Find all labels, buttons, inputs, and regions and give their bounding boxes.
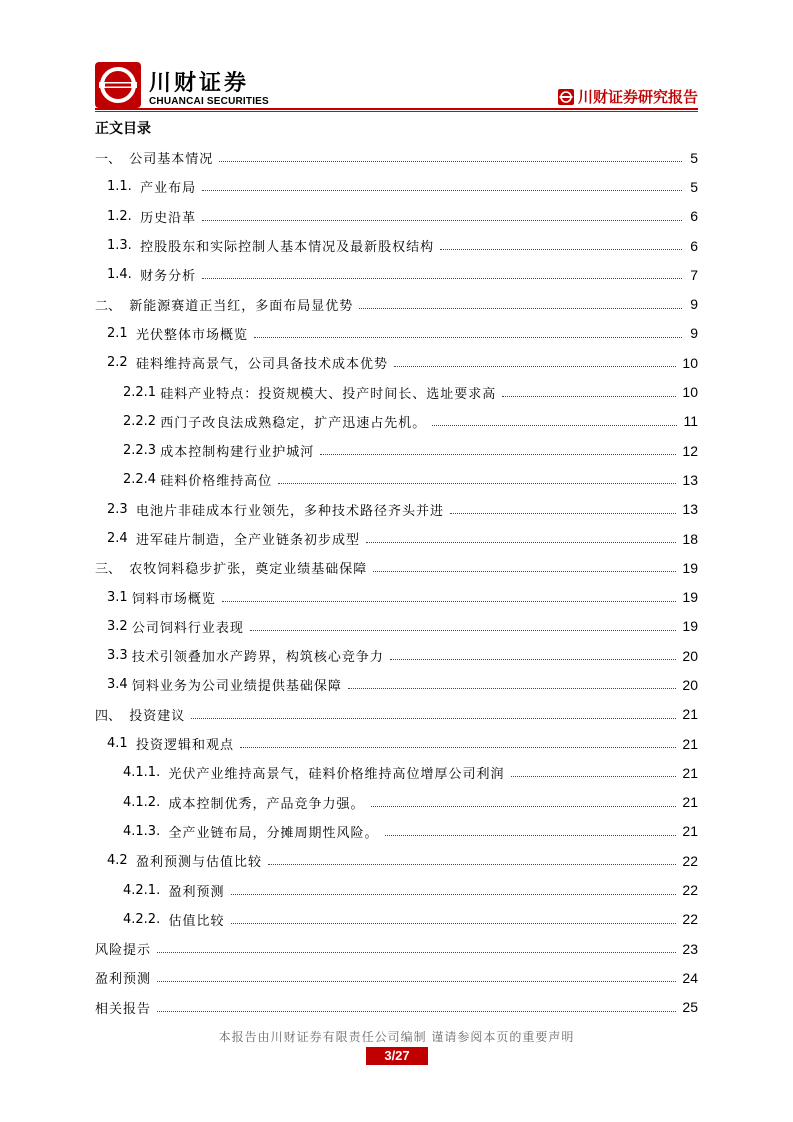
table-of-contents [95,143,698,1022]
toc-entry-page: 21 [682,794,698,811]
toc-leader-dots [450,513,676,514]
toc-leader-dots [157,952,676,953]
toc-leader-dots [502,396,676,397]
toc-entry-number: 3.3 [107,648,132,664]
toc-entry[interactable] [95,905,698,934]
toc-entry-label: 控股股东和实际控制人基本情况及最新股权结构 [140,240,435,256]
toc-leader-dots [157,981,676,982]
toc-entry-number: 2.4 [107,531,136,546]
toc-leader-dots [202,278,682,279]
toc-entry-number: 1.2. [107,208,141,224]
toc-entry-page: 21 [682,706,698,723]
toc-leader-dots [348,688,677,689]
toc-entry[interactable] [95,817,698,846]
toc-entry[interactable] [95,875,698,904]
toc-entry[interactable] [95,846,698,875]
toc-entry-label: 盈利预测 [95,972,152,988]
toc-entry-page: 10 [682,384,698,401]
toc-entry-page: 23 [682,940,698,957]
toc-entry[interactable] [95,377,698,406]
footer-disclaimer: 本报告由川财证券有限责任公司编制 谨请参阅本页的重要声明 [218,1030,575,1044]
toc-entry-label: 相关报告 [95,1001,152,1017]
toc-leader-dots [202,220,682,221]
toc-entry-label: 农牧饲料稳步扩张，奠定业绩基础保障 [129,562,368,578]
toc-entry-label: 新能源赛道正当红，多面布局显优势 [129,298,354,314]
toc-leader-dots [254,337,682,338]
toc-leader-dots [222,601,677,602]
toc-entry-page: 12 [682,442,698,459]
toc-leader-dots [157,1011,676,1012]
toc-entry-page: 13 [682,501,698,518]
toc-entry-number: 4.1.1. [123,765,169,781]
toc-entry-page: 19 [682,618,698,635]
toc-entry-page: 19 [682,559,698,576]
toc-entry-page: 19 [682,589,698,606]
chuancai-logo-icon [95,62,141,108]
toc-leader-dots [373,571,676,572]
toc-entry-label: 光伏产业维持高景气，硅料价格维持高位增厚公司利润 [168,767,505,783]
toc-entry-page: 7 [690,266,698,283]
report-brand-label: 川财证券研究报告 [577,88,698,106]
toc-entry-number: 2.2.1 [123,384,161,400]
toc-entry[interactable] [95,612,698,641]
brand-mini-logo-icon [558,89,574,105]
toc-entry[interactable] [95,143,698,172]
toc-entry-label: 投资建议 [129,708,186,724]
toc-entry-number: 4.2 [107,853,136,869]
toc-entry-page: 9 [690,325,698,342]
toc-entry-page: 5 [690,149,698,166]
toc-entry[interactable] [95,495,698,524]
toc-entry-label: 财务分析 [140,269,197,285]
toc-leader-dots [366,542,676,543]
toc-entry-label: 硅料维持高景气，公司具备技术成本优势 [135,357,388,373]
toc-entry-page: 6 [690,208,698,225]
toc-entry[interactable] [95,319,698,348]
toc-entry-number: 1.4. [107,267,141,283]
toc-entry-number: 1.1. [107,179,141,195]
toc-leader-dots [390,659,677,660]
toc-leader-dots [219,161,682,162]
toc-leader-dots [511,776,677,777]
toc-entry-page: 11 [683,413,698,430]
toc-entry-label: 风险提示 [95,943,152,959]
toc-entry-number: 2.2 [107,355,136,371]
toc-entry-number: 2.2.2 [123,413,161,429]
report-brand [558,86,698,107]
toc-entry-page: 20 [682,676,698,693]
toc-entry-label: 硅料价格维持高位 [160,474,273,490]
toc-leader-dots [231,923,677,924]
toc-entry-number: 四、 [95,708,130,724]
toc-entry[interactable] [95,700,698,729]
toc-entry-page: 20 [682,647,698,664]
company-name-cn: 川财证券 [149,71,250,96]
toc-leader-dots [385,835,677,836]
toc-entry-label: 估值比较 [168,913,225,929]
toc-entry-label: 盈利预测与估值比较 [135,855,262,871]
toc-entry-page: 9 [690,296,698,313]
toc-entry[interactable] [95,758,698,787]
toc-entry-label: 成本控制构建行业护城河 [160,445,315,461]
toc-entry-page: 10 [682,354,698,371]
toc-leader-dots [268,864,676,865]
toc-entry[interactable] [95,729,698,758]
toc-entry-number: 3.4 [107,677,132,693]
toc-entry-page: 21 [682,823,698,840]
toc-entry[interactable] [95,202,698,231]
toc-entry[interactable] [95,231,698,260]
toc-entry[interactable] [95,465,698,494]
toc-entry-label: 西门子改良法成熟稳定，扩产迅速占先机。 [160,415,427,431]
toc-entry-label: 投资逻辑和观点 [135,738,234,754]
toc-entry-number: 二、 [95,298,130,314]
company-name-en: CHUANCAI SECURITIES [149,96,269,107]
toc-entry-label: 技术引领叠加水产跨界，构筑核心竞争力 [131,650,384,666]
toc-leader-dots [240,747,676,748]
toc-entry-page: 13 [682,471,698,488]
toc-entry-number: 1.3. [107,238,141,254]
toc-entry-page: 22 [682,852,698,869]
toc-entry-label: 盈利预测 [168,884,225,900]
toc-title: 正文目录 [95,121,151,137]
toc-leader-dots [394,366,676,367]
toc-entry[interactable] [95,553,698,582]
toc-entry-number: 4.2.1. [123,882,169,898]
toc-leader-dots [432,425,677,426]
toc-entry[interactable] [95,348,698,377]
toc-leader-dots [320,454,676,455]
toc-entry-label: 硅料产业特点：投资规模大、投产时间长、选址要求高 [160,386,497,402]
toc-entry-number: 2.3 [107,501,136,517]
toc-entry[interactable] [95,788,698,817]
toc-entry-label: 全产业链布局，分摊周期性风险。 [168,825,379,841]
toc-entry[interactable] [95,582,698,611]
toc-entry[interactable] [95,963,698,992]
toc-leader-dots [371,806,677,807]
toc-entry-page: 5 [690,178,698,195]
header-rule-secondary [95,111,698,112]
toc-entry-number: 2.2.4 [123,472,161,488]
toc-entry-page: 22 [682,911,698,928]
toc-leader-dots [231,894,677,895]
toc-entry-number: 4.1.3. [123,823,169,839]
page-number-badge: 3/27 [366,1047,428,1065]
toc-entry-label: 公司基本情况 [129,152,214,168]
page-header [95,58,698,110]
toc-entry-page: 21 [682,764,698,781]
toc-entry-label: 成本控制优秀，产品竞争力强。 [168,796,365,812]
toc-entry-page: 18 [682,530,698,547]
toc-entry-label: 历史沿革 [140,210,197,226]
toc-leader-dots [440,249,682,250]
toc-entry-number: 一、 [95,152,130,168]
toc-entry[interactable] [95,289,698,318]
toc-entry-label: 光伏整体市场概览 [135,327,248,343]
toc-entry-page: 25 [682,999,698,1016]
toc-entry-page: 22 [682,882,698,899]
toc-entry-number: 4.1 [107,736,136,752]
toc-leader-dots [359,308,682,309]
toc-entry[interactable] [95,407,698,436]
toc-entry-number: 三、 [95,562,130,578]
toc-entry-label: 进军硅片制造，全产业链条初步成型 [135,533,360,548]
toc-entry-number: 2.2.3 [123,443,161,459]
toc-entry-label: 产业布局 [140,181,197,197]
toc-entry[interactable] [95,260,698,289]
toc-entry[interactable] [95,934,698,963]
toc-entry-label: 电池片非硅成本行业领先，多种技术路径齐头并进 [135,503,444,519]
toc-entry[interactable] [95,436,698,465]
toc-entry[interactable] [95,670,698,699]
toc-leader-dots [250,630,677,631]
toc-entry-number: 3.2 [107,618,132,634]
toc-entry-number: 4.1.2. [123,794,169,810]
toc-entry-number: 2.1 [107,325,136,341]
toc-entry-number: 3.1 [107,589,132,605]
toc-entry-page: 6 [690,237,698,254]
toc-entry-number: 4.2.2. [123,911,169,927]
toc-entry-label: 饲料业务为公司业绩提供基础保障 [131,679,342,695]
toc-entry-page: 21 [682,735,698,752]
toc-leader-dots [202,190,682,191]
toc-leader-dots [278,483,676,484]
header-rule [95,108,698,110]
toc-entry[interactable] [95,993,698,1022]
toc-leader-dots [191,718,676,719]
toc-entry-label: 饲料市场概览 [131,591,216,607]
toc-entry-label: 公司饲料行业表现 [131,620,244,636]
toc-entry[interactable] [95,641,698,670]
toc-entry[interactable] [95,172,698,201]
toc-entry[interactable] [95,524,698,553]
toc-entry-page: 24 [682,969,698,986]
